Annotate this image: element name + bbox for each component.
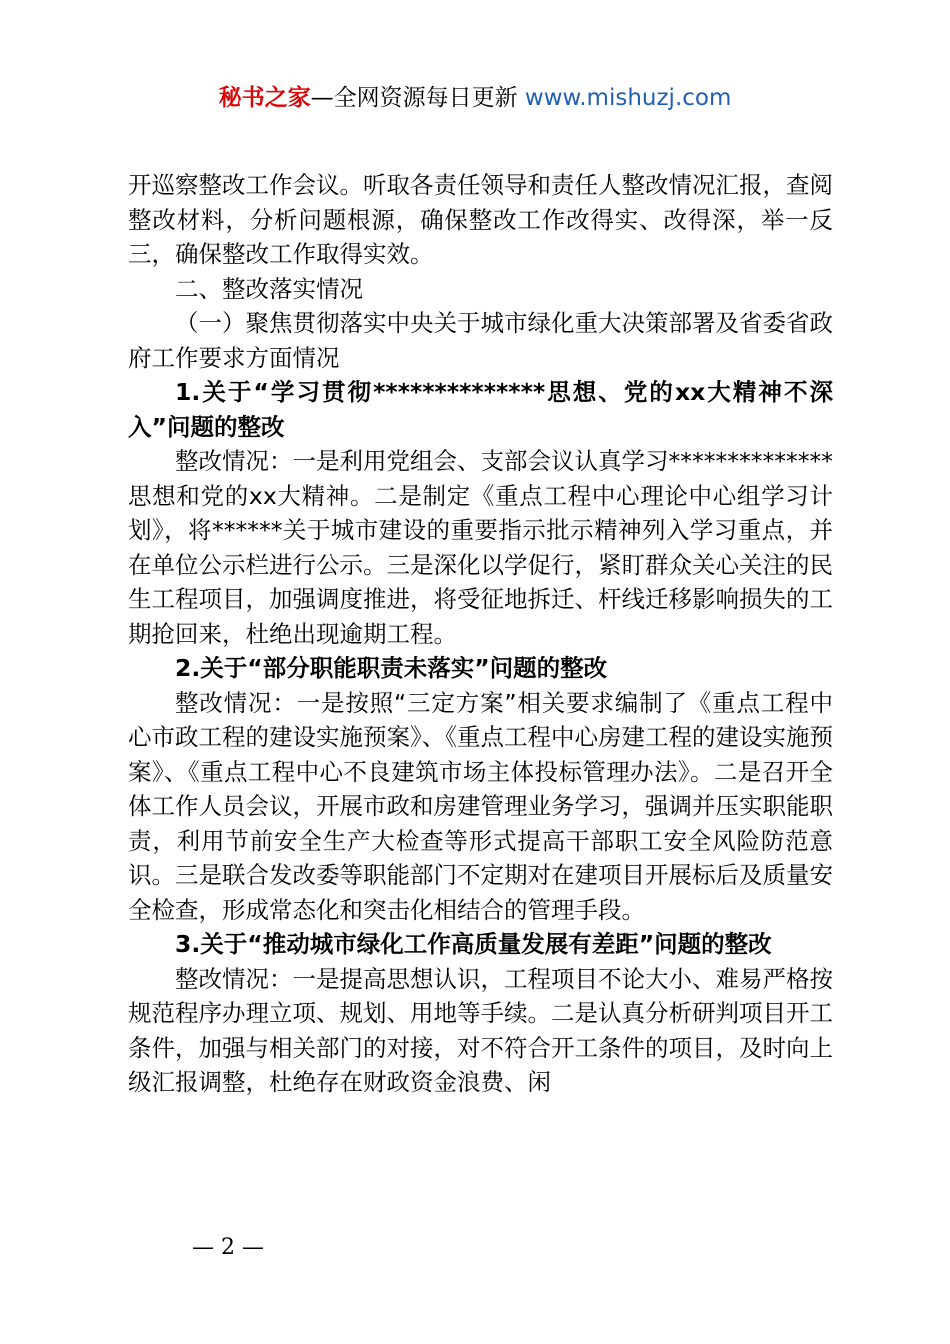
page-number: — 2 — xyxy=(192,1235,264,1260)
item-body-2: 整改情况：一是按照“三定方案”相关要求编制了《重点工程中心市政工程的建设实施预案》、《重点工程中心房建工程的建设实施预案》、《重点工程中心不良建筑市场主体投标管理办法》。二是召开全体工作人员会议，开展市政和房建管理业务学习，强调并压实职能职责，利用节前安全生产大检查等形式提高干部职工安全风险防范意识。三是联合发改委等职能部门不定期对在建项目开展标后及质量安全检查，形成常态化和突击化相结合的管理手段。 xyxy=(128,688,833,924)
item-body-1: 整改情况：一是利用党组会、支部会议认真学习**************思想和党的xx大精神。二是制定《重点工程中心理论中心组学习计划》，将******关于城市建设的重要指示批示精神列入学习重点，并在单位公示栏进行公示。三是深化以学促行，紧盯群众关心关注的民生工程项目，加强调度推进，将受征地拆迁、杆线迁移影响损失的工期抢回来，杜绝出现逾期工程。 xyxy=(128,447,833,648)
header-slogan: —全网资源每日更新 xyxy=(310,85,525,111)
paragraph-continuation: 开巡察整改工作会议。听取各责任领导和责任人整改情况汇报，查阅整改材料，分析问题根源，确保整改工作改得实、改得深，举一反三，确保整改工作取得实效。 xyxy=(128,171,833,268)
header-brand: 秘书之家 xyxy=(218,85,311,111)
item-heading-1: 1.关于“学习贯彻**************思想、党的xx大精神不深入”问题的整改 xyxy=(128,378,833,441)
document-body xyxy=(128,168,833,1100)
subsection-heading: （一）聚焦贯彻落实中央关于城市绿化重大决策部署及省委省政府工作要求方面情况 xyxy=(128,309,833,372)
section-heading: 二、整改落实情况 xyxy=(175,274,363,303)
header-url-link[interactable]: www.mishuzj.com xyxy=(524,85,732,111)
page-header xyxy=(0,78,950,118)
item-body-3: 整改情况：一是提高思想认识，工程项目不论大小、难易严格按规范程序办理立项、规划、用地等手续。二是认真分析研判项目开工条件，加强与相关部门的对接，对不符合开工条件的项目，及时向上级汇报调整，杜绝存在财政资金浪费、闲 xyxy=(128,964,833,1096)
item-heading-3: 3.关于“推动城市绿化工作高质量发展有差距”问题的整改 xyxy=(175,930,772,958)
item-heading-2: 2.关于“部分职能职责未落实”问题的整改 xyxy=(175,654,608,682)
